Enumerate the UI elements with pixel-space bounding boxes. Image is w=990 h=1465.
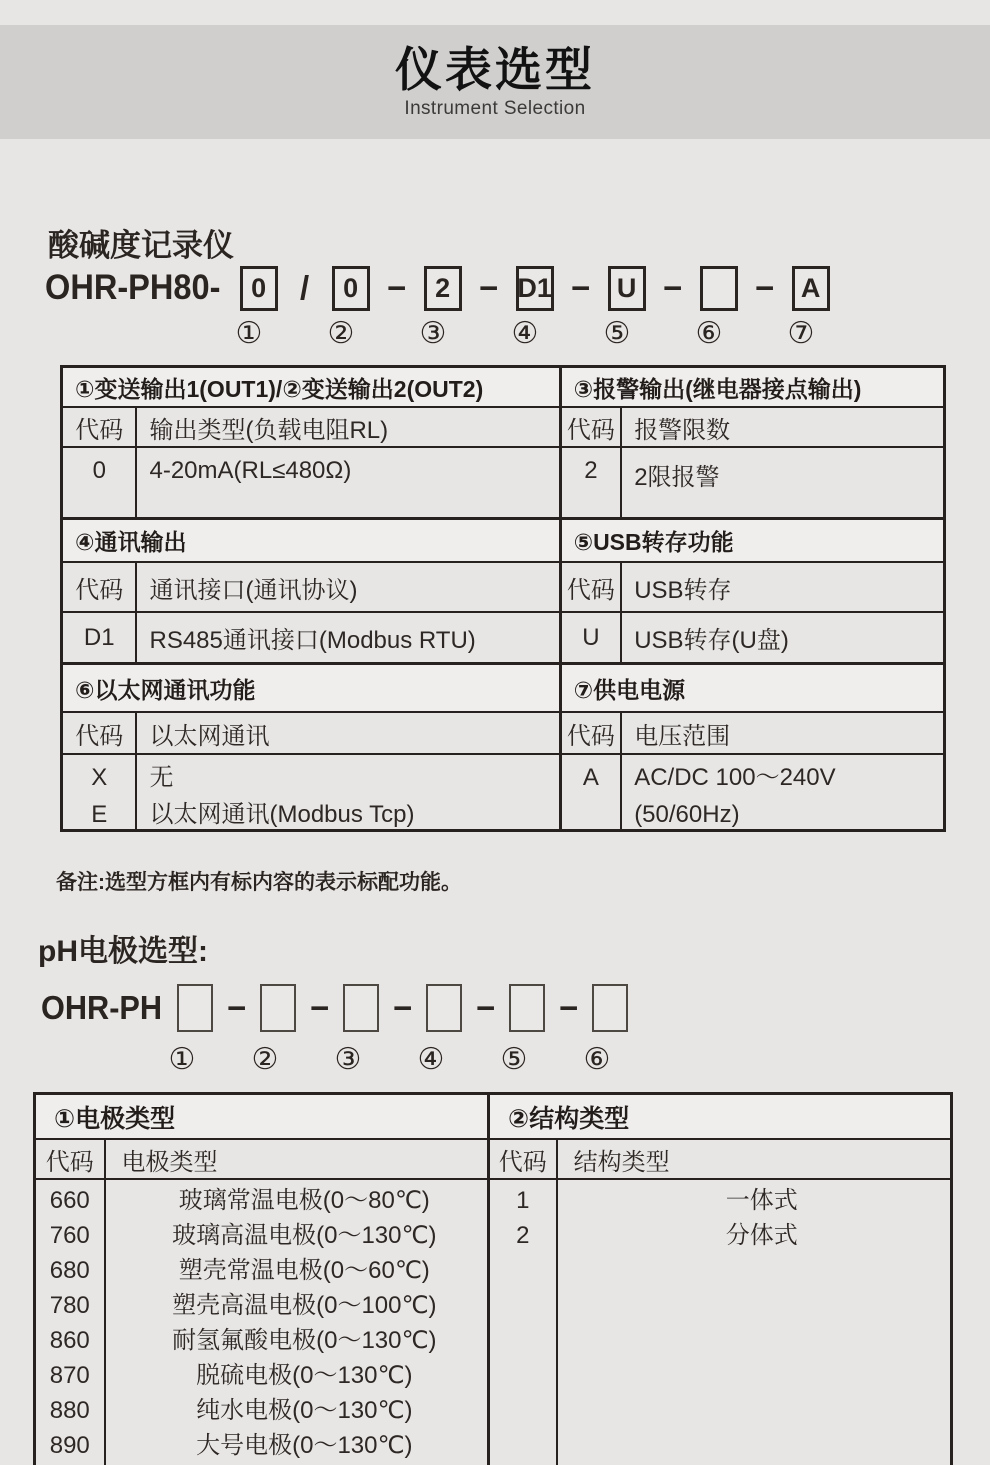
code-value: 760 [49, 1222, 90, 1249]
code-header: 代码 [562, 563, 623, 613]
code-value-column [36, 1180, 106, 1465]
code-value: 870 [49, 1362, 90, 1389]
segment-numbers-row [164, 1042, 662, 1077]
model-segment [240, 266, 332, 311]
desc-header: 输出类型(负载电阻RL) [137, 408, 561, 448]
desc-value-column [558, 1180, 950, 1465]
desc-header: USB转存 [622, 563, 943, 613]
code-value: X [91, 764, 108, 791]
code-header: 代码 [63, 713, 137, 755]
desc-value-column [137, 755, 561, 831]
model-segment [700, 266, 792, 311]
code-header: 代码 [490, 1140, 558, 1180]
segment-number-3: ③ [334, 1043, 362, 1076]
model-separator: − [479, 269, 499, 306]
code-value-column [562, 755, 623, 831]
model-separator: − [755, 269, 775, 306]
code-value: 890 [49, 1432, 90, 1459]
model-segment [792, 266, 830, 311]
electrode-code-box-5 [509, 984, 545, 1032]
recorder-model-code [45, 260, 830, 316]
table-row [36, 1095, 950, 1140]
code-header: 代码 [63, 563, 137, 613]
note-text: 备注:选型方框内有标内容的表示标配功能。 [56, 871, 462, 894]
model-segment [509, 984, 592, 1032]
desc-value: AC/DC 100～240V [634, 764, 836, 791]
electrode-table [33, 1092, 953, 1465]
desc-value: 耐氢氟酸电极(0～130℃) [172, 1327, 437, 1354]
code-value: 1 [516, 1187, 530, 1214]
desc-value: 塑壳常温电极(0～60℃) [178, 1257, 430, 1284]
code-value: 2 [516, 1222, 530, 1249]
table-row [63, 613, 943, 665]
table-row [63, 520, 943, 563]
model-prefix: OHR-PH [41, 989, 163, 1026]
code-value: E [91, 801, 108, 828]
segment-number-6: ⑥ [695, 317, 723, 350]
code-value-column [490, 1180, 558, 1465]
code-value: D1 [63, 613, 137, 665]
segment-number-2: ② [327, 317, 355, 350]
code-value: 2 [562, 448, 623, 520]
code-header: 代码 [562, 408, 623, 448]
model-separator: − [227, 989, 247, 1026]
model-segment [426, 984, 509, 1032]
code-header: 代码 [63, 408, 137, 448]
segment-number-6: ⑥ [583, 1043, 611, 1076]
code-value: 780 [49, 1292, 90, 1319]
desc-header: 电极类型 [106, 1140, 491, 1180]
segment-number-5: ⑤ [603, 317, 631, 350]
section7-title: ⑦供电电源 [562, 665, 943, 713]
model-code-box-5: U [608, 266, 646, 311]
model-code-box-6 [700, 266, 738, 311]
code-value: 680 [49, 1257, 90, 1284]
desc-value: 一体式 [725, 1187, 798, 1214]
desc-value: 以太网通讯(Modbus Tcp) [149, 801, 415, 828]
section4-title: ④通讯输出 [63, 520, 562, 563]
code-header: 代码 [36, 1140, 106, 1180]
desc-value: 纯水电极(0～130℃) [196, 1397, 413, 1424]
segment-number-7: ⑦ [787, 317, 815, 350]
model-segment [424, 266, 516, 311]
model-separator: − [559, 989, 579, 1026]
model-segment [177, 984, 260, 1032]
segment-number-1: ① [235, 317, 263, 350]
structure-type-title: ②结构类型 [490, 1095, 950, 1140]
desc-value: 脱硫电极(0～130℃) [196, 1362, 413, 1389]
electrode-model-code [41, 980, 628, 1036]
table-row [36, 1140, 950, 1180]
segment-number-1: ① [168, 1043, 196, 1076]
desc-value: USB转存(U盘) [622, 613, 943, 665]
table-row [63, 713, 943, 755]
model-separator: − [571, 269, 591, 306]
table-row [63, 448, 943, 520]
model-separator: / [300, 269, 310, 306]
desc-value: 2限报警 [622, 448, 943, 520]
model-code-box-1: 0 [240, 266, 278, 311]
section6-title: ⑥以太网通讯功能 [63, 665, 562, 713]
model-separator: − [310, 989, 330, 1026]
model-code-box-4: D1 [516, 266, 554, 311]
code-value: A [582, 764, 599, 791]
code-header: 代码 [562, 713, 623, 755]
model-prefix: OHR-PH80- [45, 268, 221, 307]
model-segment [332, 266, 424, 311]
table-row [63, 665, 943, 713]
segment-number-4: ④ [511, 317, 539, 350]
electrode-type-title: ①电极类型 [36, 1095, 490, 1140]
electrode-heading: pH电极选型: [38, 935, 208, 968]
model-separator: − [393, 989, 413, 1026]
model-code-box-3: 2 [424, 266, 462, 311]
code-value [562, 796, 621, 831]
desc-value: 大号电极(0～130℃) [196, 1432, 413, 1459]
code-value: 0 [63, 448, 137, 520]
desc-value: 玻璃常温电极(0～80℃) [178, 1187, 430, 1214]
desc-header: 电压范围 [622, 713, 943, 755]
electrode-code-box-1 [177, 984, 213, 1032]
recorder-config-table [60, 365, 946, 832]
code-value-column [63, 755, 137, 831]
table-row [36, 1180, 950, 1465]
desc-value: 4-20mA(RL≤480Ω) [137, 448, 561, 520]
desc-value: 无 [149, 764, 174, 791]
page-subtitle: Instrument Selection [404, 97, 586, 119]
model-separator: − [663, 269, 683, 306]
title-band [0, 25, 990, 139]
segment-numbers-row [230, 316, 874, 351]
table-row [63, 563, 943, 613]
desc-header: 结构类型 [558, 1140, 950, 1180]
electrode-code-box-2 [260, 984, 296, 1032]
desc-header: 报警限数 [622, 408, 943, 448]
segment-number-4: ④ [417, 1043, 445, 1076]
section1-title: ①变送输出1(OUT1)/②变送输出2(OUT2) [63, 368, 562, 408]
code-value: 860 [49, 1327, 90, 1354]
page-title: 仪表选型 [395, 43, 595, 97]
table-row [63, 368, 943, 408]
model-code-box-2: 0 [332, 266, 370, 311]
section5-title: ⑤USB转存功能 [562, 520, 943, 563]
electrode-code-box-4 [426, 984, 462, 1032]
segment-number-2: ② [251, 1043, 279, 1076]
recorder-heading: 酸碱度记录仪 [48, 228, 234, 263]
section3-title: ③报警输出(继电器接点输出) [562, 368, 943, 408]
electrode-code-box-3 [343, 984, 379, 1032]
desc-value-column [106, 1180, 491, 1465]
desc-value: 玻璃高温电极(0～130℃) [172, 1222, 437, 1249]
model-segment [343, 984, 426, 1032]
code-value: 880 [49, 1397, 90, 1424]
desc-header: 以太网通讯 [137, 713, 561, 755]
segment-number-5: ⑤ [500, 1043, 528, 1076]
segment-number-3: ③ [419, 317, 447, 350]
model-segment [608, 266, 700, 311]
desc-value-column [622, 755, 943, 831]
code-value: 660 [49, 1187, 90, 1214]
desc-value: RS485通讯接口(Modbus RTU) [137, 613, 561, 665]
desc-header: 通讯接口(通讯协议) [137, 563, 561, 613]
model-separator: − [387, 269, 407, 306]
model-segment [516, 266, 608, 311]
desc-value: 塑壳高温电极(0～100℃) [172, 1292, 437, 1319]
desc-value: 分体式 [725, 1222, 798, 1249]
model-segment [592, 984, 628, 1032]
table-row [63, 408, 943, 448]
model-code-box-7: A [792, 266, 830, 311]
electrode-code-box-6 [592, 984, 628, 1032]
model-segment [260, 984, 343, 1032]
desc-value: (50/60Hz) [634, 801, 740, 828]
code-value: U [562, 613, 623, 665]
table-row [63, 755, 943, 831]
model-separator: − [476, 989, 496, 1026]
